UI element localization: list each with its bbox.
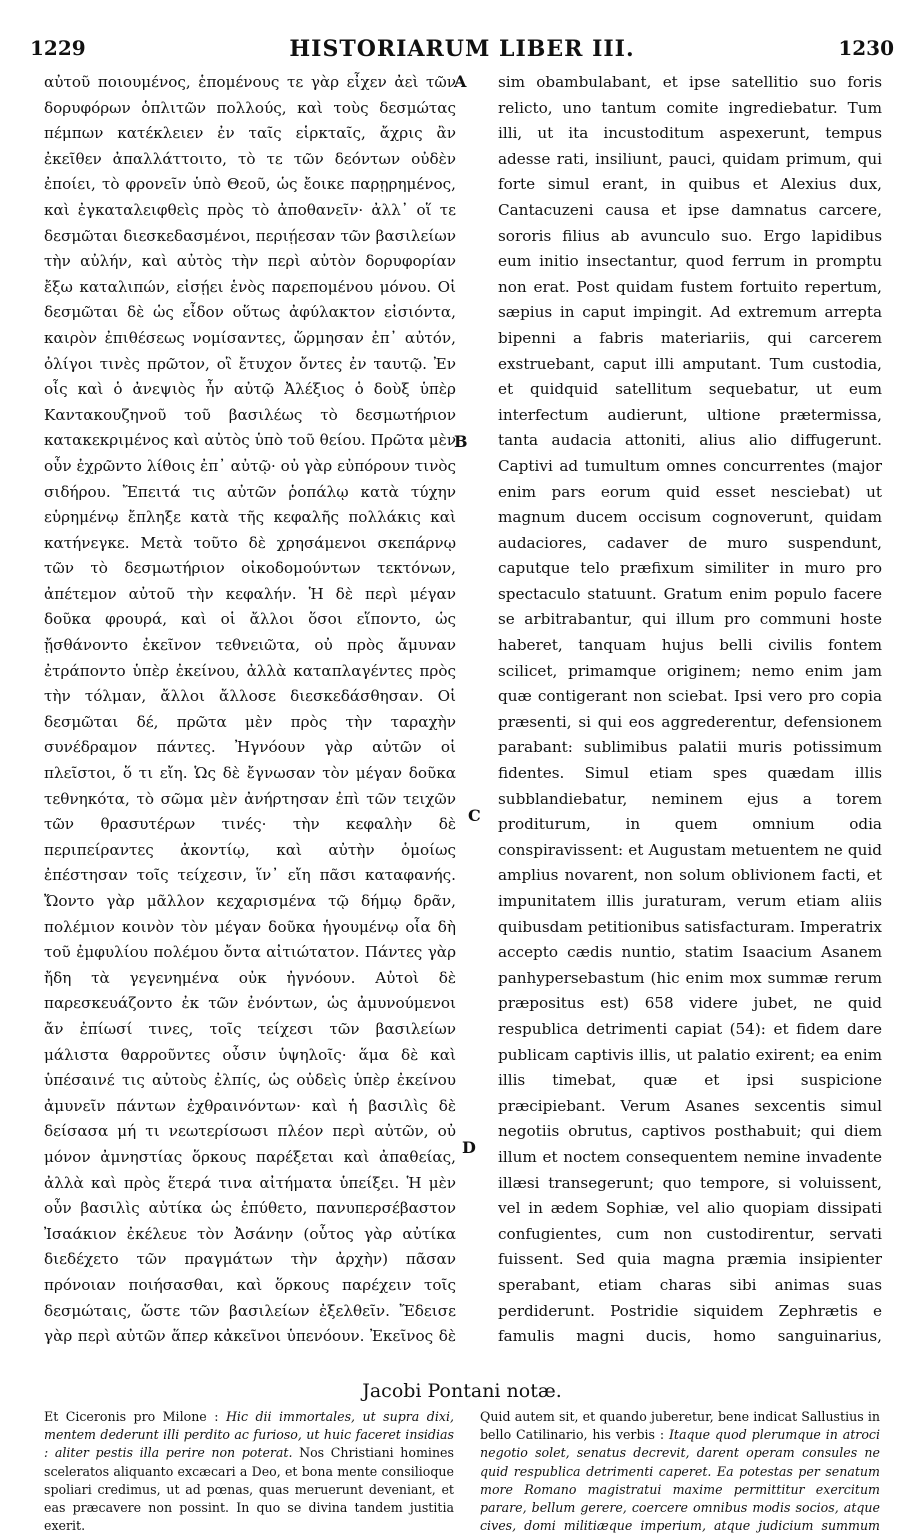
latin-text: sim obambulabant, et ipse satellitio suo foris relicto, uno tantum comite ingrediebatur. Tum illi, ut ita incustoditum aspexerunt, tempus adesse rati, insiliunt, pauci, quidam primum, qui forte simul erant, in quibus et Alexius dux, Cantacuzeni causa et ipse damnatus carcere, sororis filius ab avunculo suo. Ergo lapidibus eum initio insectantur, quod ferrum in promptu non erat. Post quidam fustem fortuito repertum, sæpius in caput impingit. Ad extremum arrepta bipenni a fabris materiariis, qui carcerem exstruebant, caput illi amputant. Tum custodia, et quidquid satellitum sequebatur, ut eum interfectum audierunt, ultione prætermissa, tanta audacia attoniti, alius alio diffugerunt. Captivi ad tumultum omnes concurrentes (major enim pars eorum quid esset nesciebat) ut magnum ducem occisum cognoverunt, quidam audaciores, cadaver de muro suspendunt, caputque telo præfixum similiter in muro pro spectaculo statuunt. Gratum enim populo facere se arbitrabantur, qui illum pro communi hoste haberet, tanquam hujus belli civilis fontem scilicet, primamque originem; nemo enim jam quæ contigerant non sciebat. Ipsi vero pro copia præsenti, si qui eos aggrederentur, defensionem parabant: sublimibus palatii muris potissimum fidentes. Simul etiam spes quædam illis subblandiebatur, neminem ejus a torem proditurum, in quem omnium odia conspiravissent: et Augustam metuentem ne quid amplius novarent, non solum oblivionem facti, et impunitatem illis juraturam, verum etiam aliis quibusdam petitionibus satisfacturam. Imperatrix accepto cædis nuntio, statim Isaacium Asanem panhypersebastum (hic enim mox summæ rerum præpositus est) 658 videre jubet, ne quid respublica detrimenti capiat (54): et fidem dare publicam captivis illis, ut palatio exirent; ea enim illis timebat, quæ et ipsi suspicione præcipiebant. Verum Asanes sexcentis simul negotiis obrutus, captivos posthabuit; qui diem illum et noctem consequentem nemine invadente illæsi transegerunt; quo tempore, si voluissent, vel in ædem Sophiæ, vel alio quopiam dissipati confugientes, cum non custodirentur, servati fuissent. Sed quia magna præmia insipienter sperabant, etiam charas sibi animas suas perdiderunt. Postridie siquidem Zephrætis e famulis magni ducis, homo sanguinarius,	[498, 73, 882, 1346]
margin-letter-d: D	[462, 1138, 476, 1157]
margin-letter-b: B	[454, 432, 468, 451]
page-header	[30, 36, 894, 66]
note-text: Nos Christiani homines sceleratos aliquanto excæcari a Deo, et bona mente consilioque spoliari credimus, ut ad pœnas, quas meruerunt deveniant, et eas præcavere non possint. In quo se divina tandem justitia exerit.	[44, 1445, 454, 1534]
greek-column	[44, 70, 456, 1350]
note-paragraph	[480, 1408, 880, 1534]
greek-text: αὐτοῦ ποιουμένος, ἑπομένους τε γὰρ εἶχεν ἀεὶ τῶν δορυφόρων ὁπλιτῶν πολλούς, καὶ τοὺς δεσμώτας πέμπων κατέκλειεν ἐν ταῖς εἱρκταῖς, ἄχρις ἂν ἐκεῖθεν ἀπαλλάττοιτο, τὸ τε τῶν δεόντων οὐδὲν ἐποίει, τὸ φρονεῖν ὑπὸ Θεοῦ, ὡς ἔοικε παρῃρημένος, καὶ ἐγκαταλειφθεὶς πρὸς τὸ ἀποθανεῖν· ἀλλ᾽ οἵ τε δεσμῶται διεσκεδασμένοι, περιῄεσαν τῶν βασιλείων τὴν αὐλήν, καὶ αὐτὸς τὴν περὶ αὐτὸν δορυφορίαν ἔξω καταλιπών, εἰσῄει ἑνὸς παρεπομένου μόνου. Οἱ δεσμῶται δὲ ὡς εἶδον οὕτως ἀφύλακτον εἰσιόντα, καιρὸν ἐπιθέσεως νομίσαντες, ὥρμησαν ἐπ᾽ αὐτόν, ὀλίγοι τινὲς πρῶτον, οἳ ἔτυχον ὄντες ἐν ταυτῷ. Ἐν οἷς καὶ ὁ ἀνεψιὸς ἦν αὐτῷ Ἀλέξιος ὁ δοὺξ ὑπὲρ Καντακουζηνοῦ τοῦ βασιλέως τὸ δεσμωτήριον κατακεκριμένος καὶ αὐτὸς ὑπὸ τοῦ θείου. Πρῶτα μὲν οὖν ἐχρῶντο λίθοις ἐπ᾽ αὐτῷ· οὐ γὰρ εὐπόρουν τινὸς σιδήρου. Ἔπειτά τις αὐτῶν ῥοπάλῳ κατὰ τύχην εὑρημένῳ ἔπληξε κατὰ τῆς κεφαλῆς πολλάκις καὶ κατήνεγκε. Μετὰ τοῦτο δὲ χρησάμενοι σκεπάρνῳ τῶν τὸ δεσμωτήριον οἰκοδομούντων τεκτόνων, ἀπέτεμον αὐτοῦ τὴν κεφαλήν. Ἡ δὲ περὶ μέγαν δοῦκα φρουρά, καὶ οἱ ἄλλοι ὅσοι εἵποντο, ὡς ᾔσθάνοντο ἐκεῖνον τεθνειῶτα, οὐ πρὸς ἄμυναν ἐτράποντο ὑπὲρ ἐκείνου, ἀλλὰ καταπλαγέντες πρὸς τὴν τόλμαν, ἄλλοι ἄλλοσε διεσκεδάσθησαν. Οἱ δεσμῶται δέ, πρῶτα μὲν πρὸς τὴν ταραχὴν συνέδραμον πάντες. Ἠγνόουν γὰρ αὐτῶν οἱ πλεῖστοι, ὅ τι εἴη. Ὡς δὲ ἔγνωσαν τὸν μέγαν δοῦκα τεθνηκότα, τὸ σῶμα μὲν ἀνήρτησαν ἐπὶ τῶν τειχῶν τῶν θρασυτέρων τινές· τὴν κεφαλὴν δὲ περιπείραντες ἀκοντίῳ, καὶ αὐτὴν ὁμοίως ἐπέστησαν τοῖς τείχεσιν, ἵν᾽ εἴη πᾶσι καταφανής. Ὤοντο γὰρ μᾶλλον κεχαρισμένα τῷ δήμῳ δρᾶν, πολέμιον κοινὸν τὸν μέγαν δοῦκα ἡγουμένῳ οἷα δὴ τοῦ ἐμφυλίου πολέμου ὄντα αἰτιώτατον. Πάντες γὰρ ἤδη τὰ γεγενημένα οὐκ ἠγνόουν. Αὐτοὶ δὲ παρεσκευάζοντο ἐκ τῶν ἐνόντων, ὡς ἀμυνούμενοι ἄν ἐπίωσί τινες, τοῖς τείχεσι τῶν βασιλείων μάλιστα θαρροῦντες οὖσιν ὑψηλοῖς· ἅμα δὲ καὶ ὑπέσαινέ τις αὐτοὺς ἐλπίς, ὡς οὐδεὶς ὑπὲρ ἐκείνου ἀμυνεῖν πάντων ἐχθραινόντων· καὶ ἡ βασιλὶς δὲ δείσασα μή τι νεωτερίσωσι πλέον περὶ αὐτῶν, οὐ μόνον ἀμνηστίας ὅρκους παρέξεται καὶ ἀπαθείας, ἀλλὰ καὶ πρὸς ἕτερά τινα αἰτήματα ὑπείξει. Ἡ μὲν οὖν βασιλὶς αὐτίκα ὡς ἐπύθετο, πανυπερσέβαστον Ἰσαάκιον ἐκέλευε τὸν Ἀσάνην (οὗτος γὰρ αὐτίκα διεδέχετο τῶν πραγμάτων τὴν ἀρχὴν) πᾶσαν πρόνοιαν ποιήσασθαι, καὶ ὅρκους παρέχειν τοῖς δεσμώταις, ὥστε τῶν βασιλείων ἐξελθεῖν. Ἔδεισε γὰρ περὶ αὐτῶν ἅπερ κἀκεῖνοι ὑπενόουν. Ἐκεῖνος δὲ	[44, 73, 456, 1346]
margin-letter-c: C	[468, 806, 481, 825]
running-title: HISTORIARUM LIBER III.	[289, 36, 635, 62]
left-page-number: 1229	[30, 36, 86, 60]
note-text: Quid autem sit, et quando juberetur, bene indicat Sallustius in bello Catilinario, his verbis :	[480, 1409, 880, 1443]
note-paragraph	[44, 1408, 454, 1534]
right-page-number: 1230	[838, 36, 894, 60]
note-quote: Hic dii immortales, ut supra dixi, mentem dederunt illi perdito ac furioso, ut huic faceret insidias : aliter pestis illa perire non poterat.	[44, 1409, 454, 1461]
note-text: Et Ciceronis pro Milone :	[44, 1409, 219, 1424]
notes-right-column	[480, 1408, 880, 1534]
notes-title: Jacobi Pontani notæ.	[362, 1380, 562, 1402]
note-quote: Itaque quod plerumque in atroci negotio solet, senatus decrevit, darent operam consules ne quid respublica detrimenti caperet. Ea potestas per senatum more Romano magistratui maxime permittitur exercitum parare, bellum gerere, coercere omnibus modis socios, atque cives, domi militiæque imperium, atque judicium summum	[480, 1427, 880, 1534]
latin-column	[498, 70, 882, 1350]
notes-left-column	[44, 1408, 454, 1534]
margin-letter-a: A	[454, 72, 467, 91]
